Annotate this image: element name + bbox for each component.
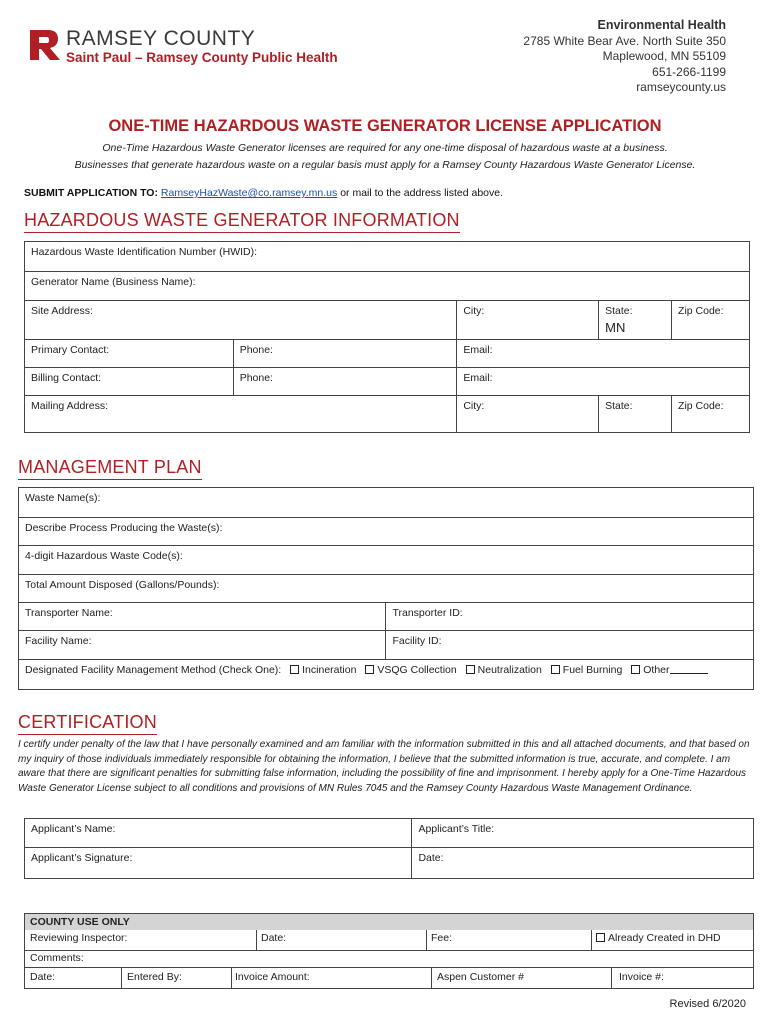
revision-date: Revised 6/2020 — [669, 998, 746, 1010]
fuel-burning-checkbox[interactable] — [551, 665, 560, 674]
process-field[interactable] — [19, 518, 754, 546]
submit-label: SUBMIT APPLICATION TO: — [24, 187, 158, 199]
ramsey-county-logo-icon — [28, 28, 62, 62]
submit-rest: or mail to the address listed above. — [340, 187, 504, 199]
applicant-name-label: Applicant’s Name: — [31, 823, 116, 835]
applicant-date-field[interactable] — [412, 848, 754, 879]
mailing-address-label: Mailing Address: — [31, 400, 109, 412]
other-checkbox[interactable] — [631, 665, 640, 674]
facility-id-field[interactable] — [386, 631, 754, 660]
email-label: Email: — [463, 372, 493, 384]
city-label: City: — [463, 305, 485, 317]
method-label: Designated Facility Management Method (Check One): — [25, 664, 282, 676]
county-use-only-box — [24, 913, 754, 989]
primary-contact-label: Primary Contact: — [31, 344, 110, 356]
comments-label: Comments: — [30, 952, 84, 964]
org-name: RAMSEY COUNTY — [66, 27, 256, 50]
contact-block — [523, 18, 726, 96]
reviewing-inspector-label: Reviewing Inspector: — [30, 932, 128, 944]
waste-names-field[interactable] — [19, 488, 754, 518]
phone-label: Phone: — [239, 372, 273, 384]
applicant-table — [24, 818, 754, 879]
divider — [25, 967, 753, 968]
divider — [591, 930, 592, 950]
incineration-checkbox[interactable] — [290, 665, 299, 674]
county-header-band — [25, 914, 753, 930]
waste-code-field[interactable] — [19, 546, 754, 575]
page-header — [0, 0, 770, 100]
applicant-title-field[interactable] — [412, 819, 754, 848]
already-created-field[interactable] — [596, 932, 721, 944]
certification-statement: I certify under penalty of the law that I have personally examined and am familiar with the information submitted in this and all attached documents, and that based on my inquiry of those individuals immediately responsible for obtaining the information, I believe that the submitted information is true, accurate, and complete. I am aware that there are significant penalties for submitting false information, including the possibility of fine and imprisonment. I hereby apply for a One-Time Hazardous Waste Generator License subject to all conditions and provisions of MN Rules 7045 and the Ramsey County Hazardous Waste Management Ordinance. — [18, 739, 750, 794]
mailing-address-field[interactable] — [25, 396, 457, 433]
applicant-name-field[interactable] — [25, 819, 412, 848]
primary-phone-field[interactable] — [233, 340, 457, 368]
vsqg-checkbox[interactable] — [365, 665, 374, 674]
divider — [431, 967, 432, 989]
certification-section-heading: CERTIFICATION — [18, 712, 157, 732]
site-zip-field[interactable] — [672, 301, 750, 340]
transporter-name-field[interactable] — [19, 603, 386, 631]
state-value: MN — [605, 320, 626, 335]
primary-email-field[interactable] — [457, 340, 750, 368]
generator-info-table — [24, 241, 750, 433]
submit-instructions — [24, 187, 503, 199]
subtitle-line-1: One-Time Hazardous Waste Generator licenses are required for any one-time disposal of hazardous waste at a business. — [102, 142, 668, 154]
phone-number: 651-266-1199 — [652, 64, 726, 79]
email-label: Email: — [463, 344, 493, 356]
billing-phone-field[interactable] — [233, 368, 457, 396]
neutralization-checkbox[interactable] — [466, 665, 475, 674]
billing-contact-label: Billing Contact: — [31, 372, 102, 384]
department-name: Environmental Health — [597, 18, 726, 32]
generator-name-field[interactable] — [25, 272, 750, 301]
invoice-number-label: Invoice #: — [619, 971, 664, 983]
divider — [25, 950, 753, 951]
transporter-name-label: Transporter Name: — [25, 607, 113, 619]
subtitle-line-2: Businesses that generate hazardous waste on a regular basis must apply for a Ramsey County Hazardous Waste Generator License. — [74, 159, 696, 171]
fee-label: Fee: — [431, 932, 453, 944]
site-city-field[interactable] — [457, 301, 599, 340]
generator-name-label: Generator Name (Business Name): — [31, 276, 196, 288]
address-line-1: 2785 White Bear Ave. North Suite 350 — [523, 33, 726, 48]
county-date-label: Date: — [261, 932, 287, 944]
state-label: State: — [605, 400, 633, 412]
method-incineration: Incineration — [302, 664, 357, 676]
facility-name-field[interactable] — [19, 631, 386, 660]
divider — [256, 930, 257, 950]
address-line-2: Maplewood, MN 55109 — [602, 49, 726, 63]
hwid-label: Hazardous Waste Identification Number (HWID): — [31, 246, 258, 258]
page-title: ONE-TIME HAZARDOUS WASTE GENERATOR LICENSE APPLICATION — [108, 117, 662, 135]
amount-field[interactable] — [19, 575, 754, 603]
other-input-line[interactable] — [670, 664, 708, 674]
management-plan-table — [18, 487, 754, 690]
transporter-id-label: Transporter ID: — [392, 607, 463, 619]
applicant-title-label: Applicant’s Title: — [418, 823, 495, 835]
facility-name-label: Facility Name: — [25, 635, 92, 647]
zip-label: Zip Code: — [678, 400, 724, 412]
transporter-id-field[interactable] — [386, 603, 754, 631]
site-address-field[interactable] — [25, 301, 457, 340]
divider — [611, 967, 612, 989]
method-fuel-burning: Fuel Burning — [562, 664, 623, 676]
mailing-city-field[interactable] — [457, 396, 599, 433]
phone-label: Phone: — [239, 344, 273, 356]
generator-section-heading: HAZARDOUS WASTE GENERATOR INFORMATION — [24, 210, 460, 230]
applicant-date-label: Date: — [418, 852, 444, 864]
city-label: City: — [463, 400, 485, 412]
page-subtitle — [0, 140, 770, 174]
submit-email-link[interactable]: RamseyHazWaste@co.ramsey.mn.us — [160, 187, 338, 199]
website: ramseycounty.us — [636, 80, 726, 94]
applicant-signature-label: Applicant’s Signature: — [31, 852, 133, 864]
invoice-amount-label: Invoice Amount: — [235, 971, 310, 983]
waste-code-label: 4-digit Hazardous Waste Code(s): — [25, 550, 183, 562]
method-other: Other — [643, 664, 670, 676]
zip-label: Zip Code: — [678, 305, 724, 317]
county-use-heading: COUNTY USE ONLY — [30, 916, 130, 928]
method-neutralization: Neutralization — [477, 664, 542, 676]
amount-label: Total Amount Disposed (Gallons/Pounds): — [25, 579, 220, 591]
divider — [426, 930, 427, 950]
management-section-heading: MANAGEMENT PLAN — [18, 457, 202, 477]
primary-contact-field[interactable] — [25, 340, 234, 368]
billing-email-field[interactable] — [457, 368, 750, 396]
site-state-field[interactable] — [599, 301, 672, 340]
hwid-field[interactable] — [25, 242, 750, 272]
waste-names-label: Waste Name(s): — [25, 492, 101, 504]
method-vsqg: VSQG Collection — [377, 664, 457, 676]
state-label: State: — [605, 305, 633, 317]
billing-contact-field[interactable] — [25, 368, 234, 396]
aspen-customer-label: Aspen Customer # — [437, 971, 524, 983]
entered-by-label: Entered By: — [127, 971, 182, 983]
org-subtitle: Saint Paul – Ramsey County Public Health — [66, 50, 338, 65]
entry-date-label: Date: — [30, 971, 56, 983]
facility-id-label: Facility ID: — [392, 635, 442, 647]
applicant-signature-field[interactable] — [25, 848, 412, 879]
management-method-row — [19, 660, 754, 690]
mailing-zip-field[interactable] — [672, 396, 750, 433]
already-created-label: Already Created in DHD — [608, 932, 721, 944]
divider — [121, 967, 122, 989]
divider — [231, 967, 232, 989]
already-created-checkbox[interactable] — [596, 933, 605, 942]
process-label: Describe Process Producing the Waste(s): — [25, 522, 223, 534]
mailing-state-field[interactable] — [599, 396, 672, 433]
site-address-label: Site Address: — [31, 305, 93, 317]
